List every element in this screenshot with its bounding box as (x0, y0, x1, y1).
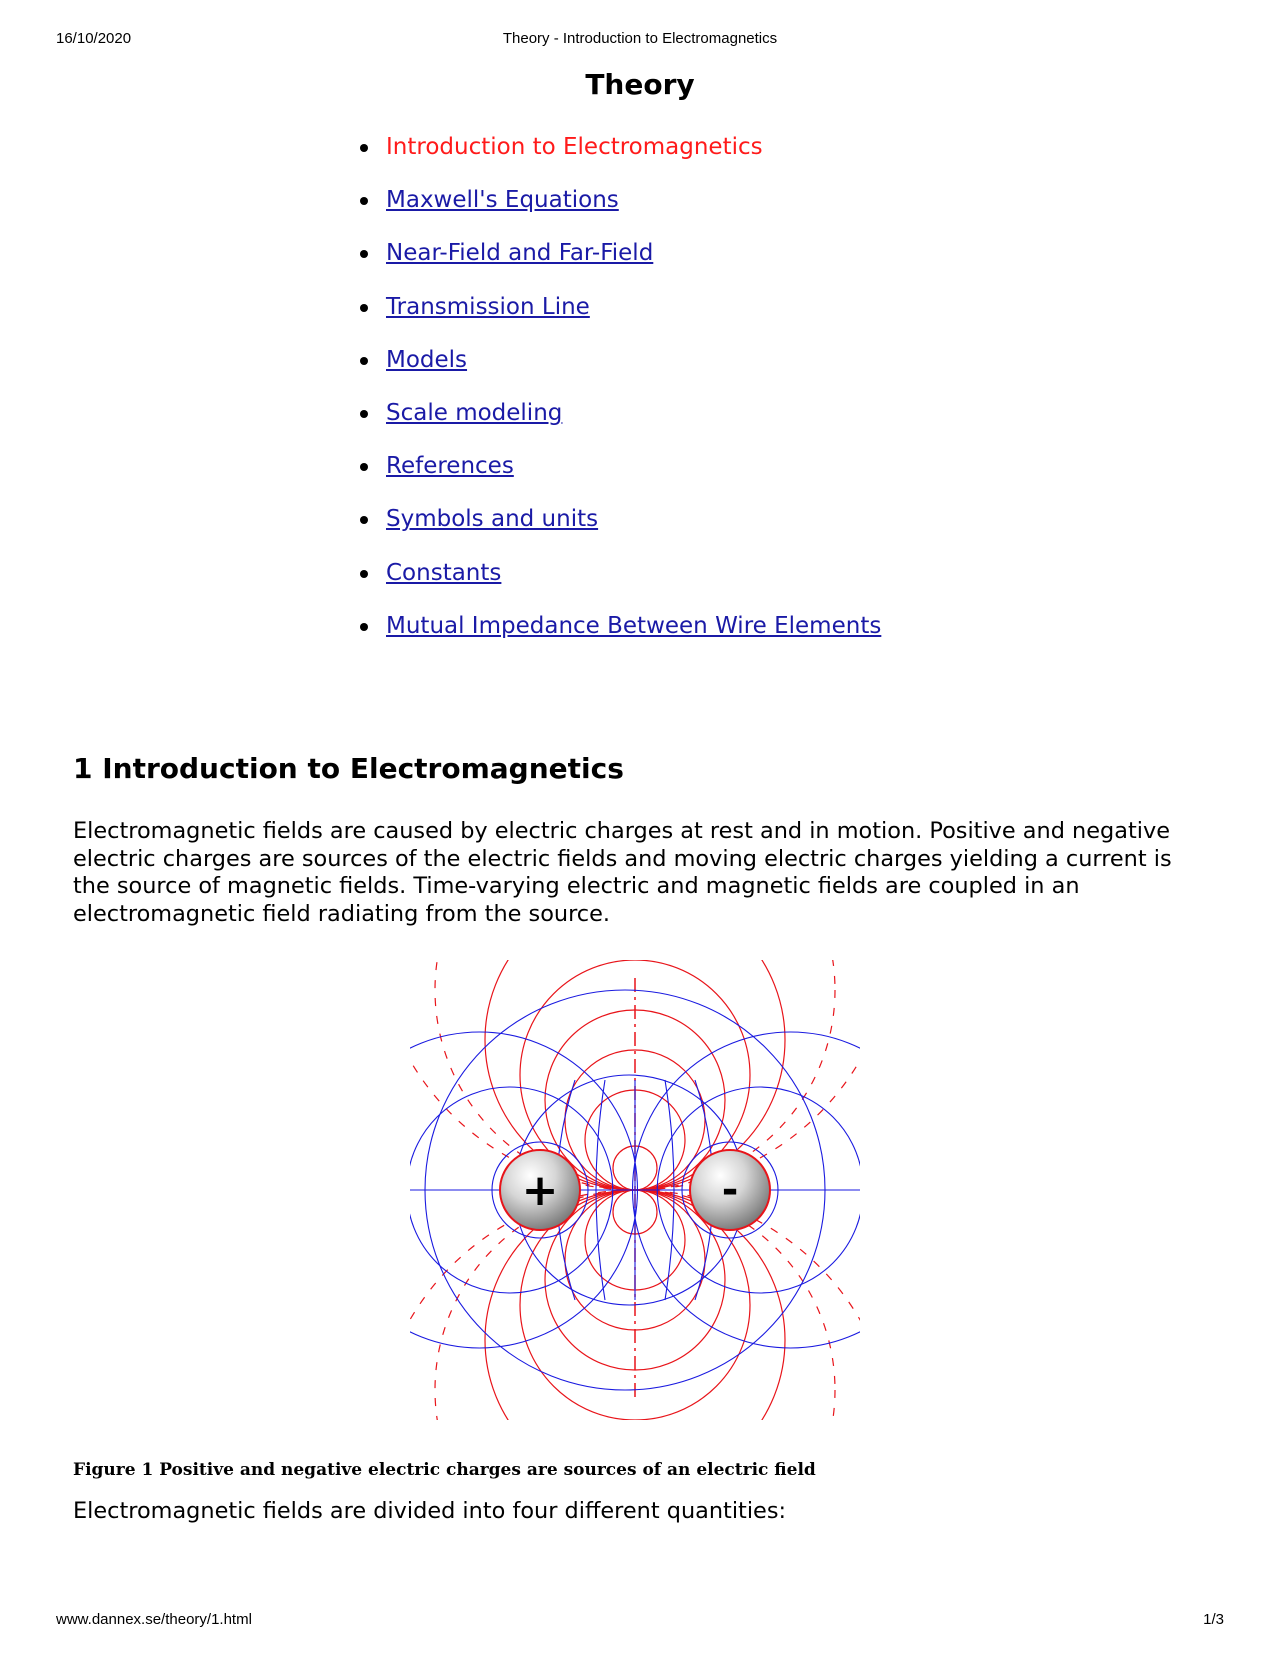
toc-item-transmission-line (360, 292, 881, 345)
positive-charge (500, 1150, 580, 1230)
print-page-title: Theory - Introduction to Electromagnetics (502, 30, 778, 47)
dipole-field-diagram (410, 960, 860, 1420)
section-heading: 1 Introduction to Electromagnetics (73, 752, 624, 785)
print-url: www.dannex.se/theory/1.html (56, 1611, 252, 1628)
toc-item-references (360, 451, 881, 504)
toc-link-references[interactable]: References (386, 453, 514, 480)
toc-item-near-far-field (360, 238, 881, 291)
toc-item-mutual-impedance (360, 611, 881, 664)
toc-item-constants (360, 558, 881, 611)
toc-link-introduction[interactable]: Introduction to Electromagnetics (386, 134, 763, 160)
toc-item-introduction (360, 132, 881, 185)
print-page-number: 1/3 (1203, 1611, 1224, 1628)
print-header (56, 30, 1224, 50)
toc-link-mutual-impedance[interactable]: Mutual Impedance Between Wire Elements (386, 612, 882, 639)
toc-link-near-far-field[interactable]: Near-Field and Far-Field (386, 240, 654, 267)
toc-item-maxwells-equations (360, 185, 881, 238)
negative-charge-symbol: - (721, 1167, 739, 1213)
toc-item-models (360, 345, 881, 398)
print-footer (56, 1611, 1224, 1631)
toc-link-maxwells-equations[interactable]: Maxwell's Equations (386, 187, 619, 214)
page-title: Theory (585, 68, 695, 101)
quantities-paragraph: Electromagnetic fields are divided into four different quantities: (73, 1498, 787, 1524)
toc-link-symbols-units[interactable]: Symbols and units (386, 506, 599, 533)
table-of-contents (360, 132, 881, 664)
toc-link-constants[interactable]: Constants (386, 559, 502, 586)
electric-field-figure (410, 960, 860, 1420)
toc-link-models[interactable]: Models (386, 346, 468, 373)
toc-link-scale-modeling[interactable]: Scale modeling (386, 399, 563, 426)
negative-charge (690, 1150, 770, 1230)
toc-link-transmission-line[interactable]: Transmission Line (386, 293, 590, 320)
print-date: 16/10/2020 (56, 30, 132, 47)
positive-charge-symbol: + (521, 1165, 559, 1216)
toc-item-scale-modeling (360, 398, 881, 451)
intro-paragraph: Electromagnetic fields are caused by electric charges at rest and in motion. Positive and negative electric charges are sources of the electric fields and moving electric charges yielding a current is the source of magnetic fields. Time-varying electric and magnetic fields are coupled in an electromagnetic field radiating from the source. (73, 818, 1172, 927)
toc-item-symbols-units (360, 504, 881, 557)
figure-caption: Figure 1 Positive and negative electric charges are sources of an electric field (73, 1460, 816, 1480)
